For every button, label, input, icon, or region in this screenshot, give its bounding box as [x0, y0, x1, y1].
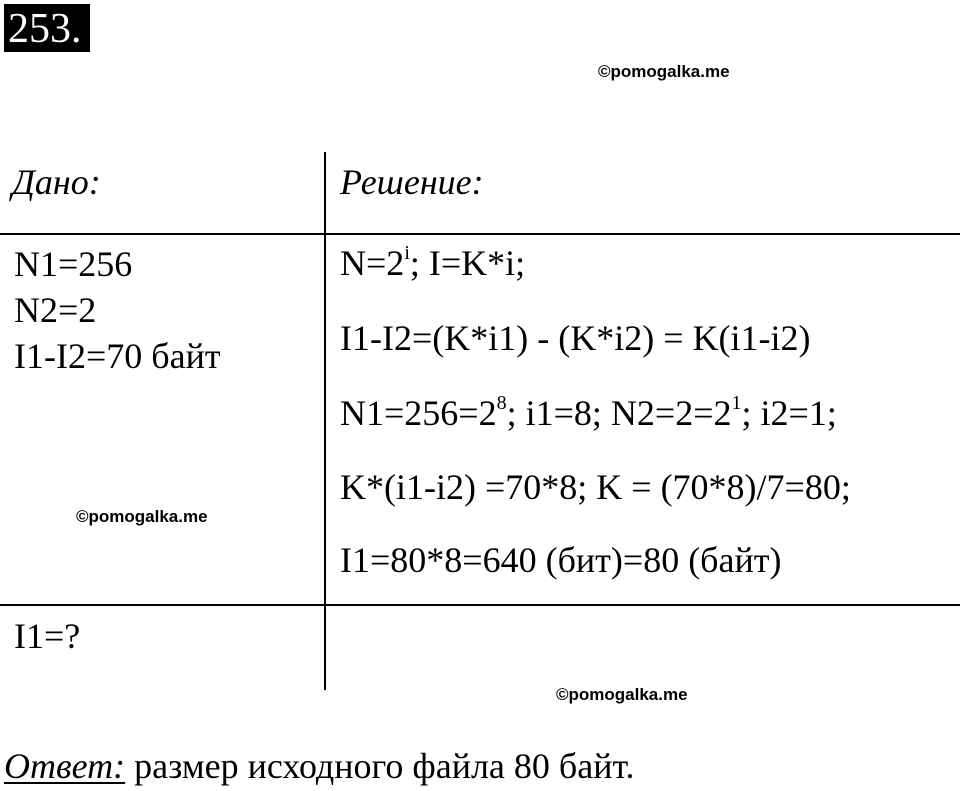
solution-line: I1=80*8=640 (бит)=80 (байт)	[340, 540, 782, 580]
table-header-divider	[0, 233, 960, 235]
solution-header: Решение:	[340, 162, 484, 202]
answer-text: размер исходного файла 80 байт.	[125, 746, 635, 786]
given-line: N2=2	[14, 290, 97, 330]
unknown-value: I1=?	[14, 616, 81, 656]
given-header: Дано:	[12, 162, 101, 202]
watermark-middle: ©pomogalka.me	[76, 507, 208, 526]
exponent: i	[404, 242, 410, 264]
given-line: N1=256	[14, 244, 133, 284]
table-unknown-divider	[0, 604, 960, 606]
problem-number: 253.	[4, 4, 90, 52]
watermark-bottom: ©pomogalka.me	[556, 685, 688, 704]
watermark-top: ©pomogalka.me	[598, 62, 730, 81]
solution-line: I1-I2=(K*i1) - (K*i2) = K(i1-i2)	[340, 318, 811, 358]
answer-label: Ответ:	[4, 746, 126, 786]
exponent: 1	[731, 392, 742, 414]
solution-line: $N=2^i$; I=K*i;	[340, 242, 526, 283]
exponent: 8	[496, 392, 507, 414]
given-values	[14, 241, 221, 379]
answer	[4, 746, 635, 786]
solution-line: K*(i1-i2) =70*8; K = (70*8)/7=80;	[340, 467, 851, 507]
solution-line: $N1=256=2^8$; i1=8; $N2=2=2^1$; i2=1;	[340, 392, 837, 433]
given-line: I1-I2=70 байт	[14, 336, 221, 376]
